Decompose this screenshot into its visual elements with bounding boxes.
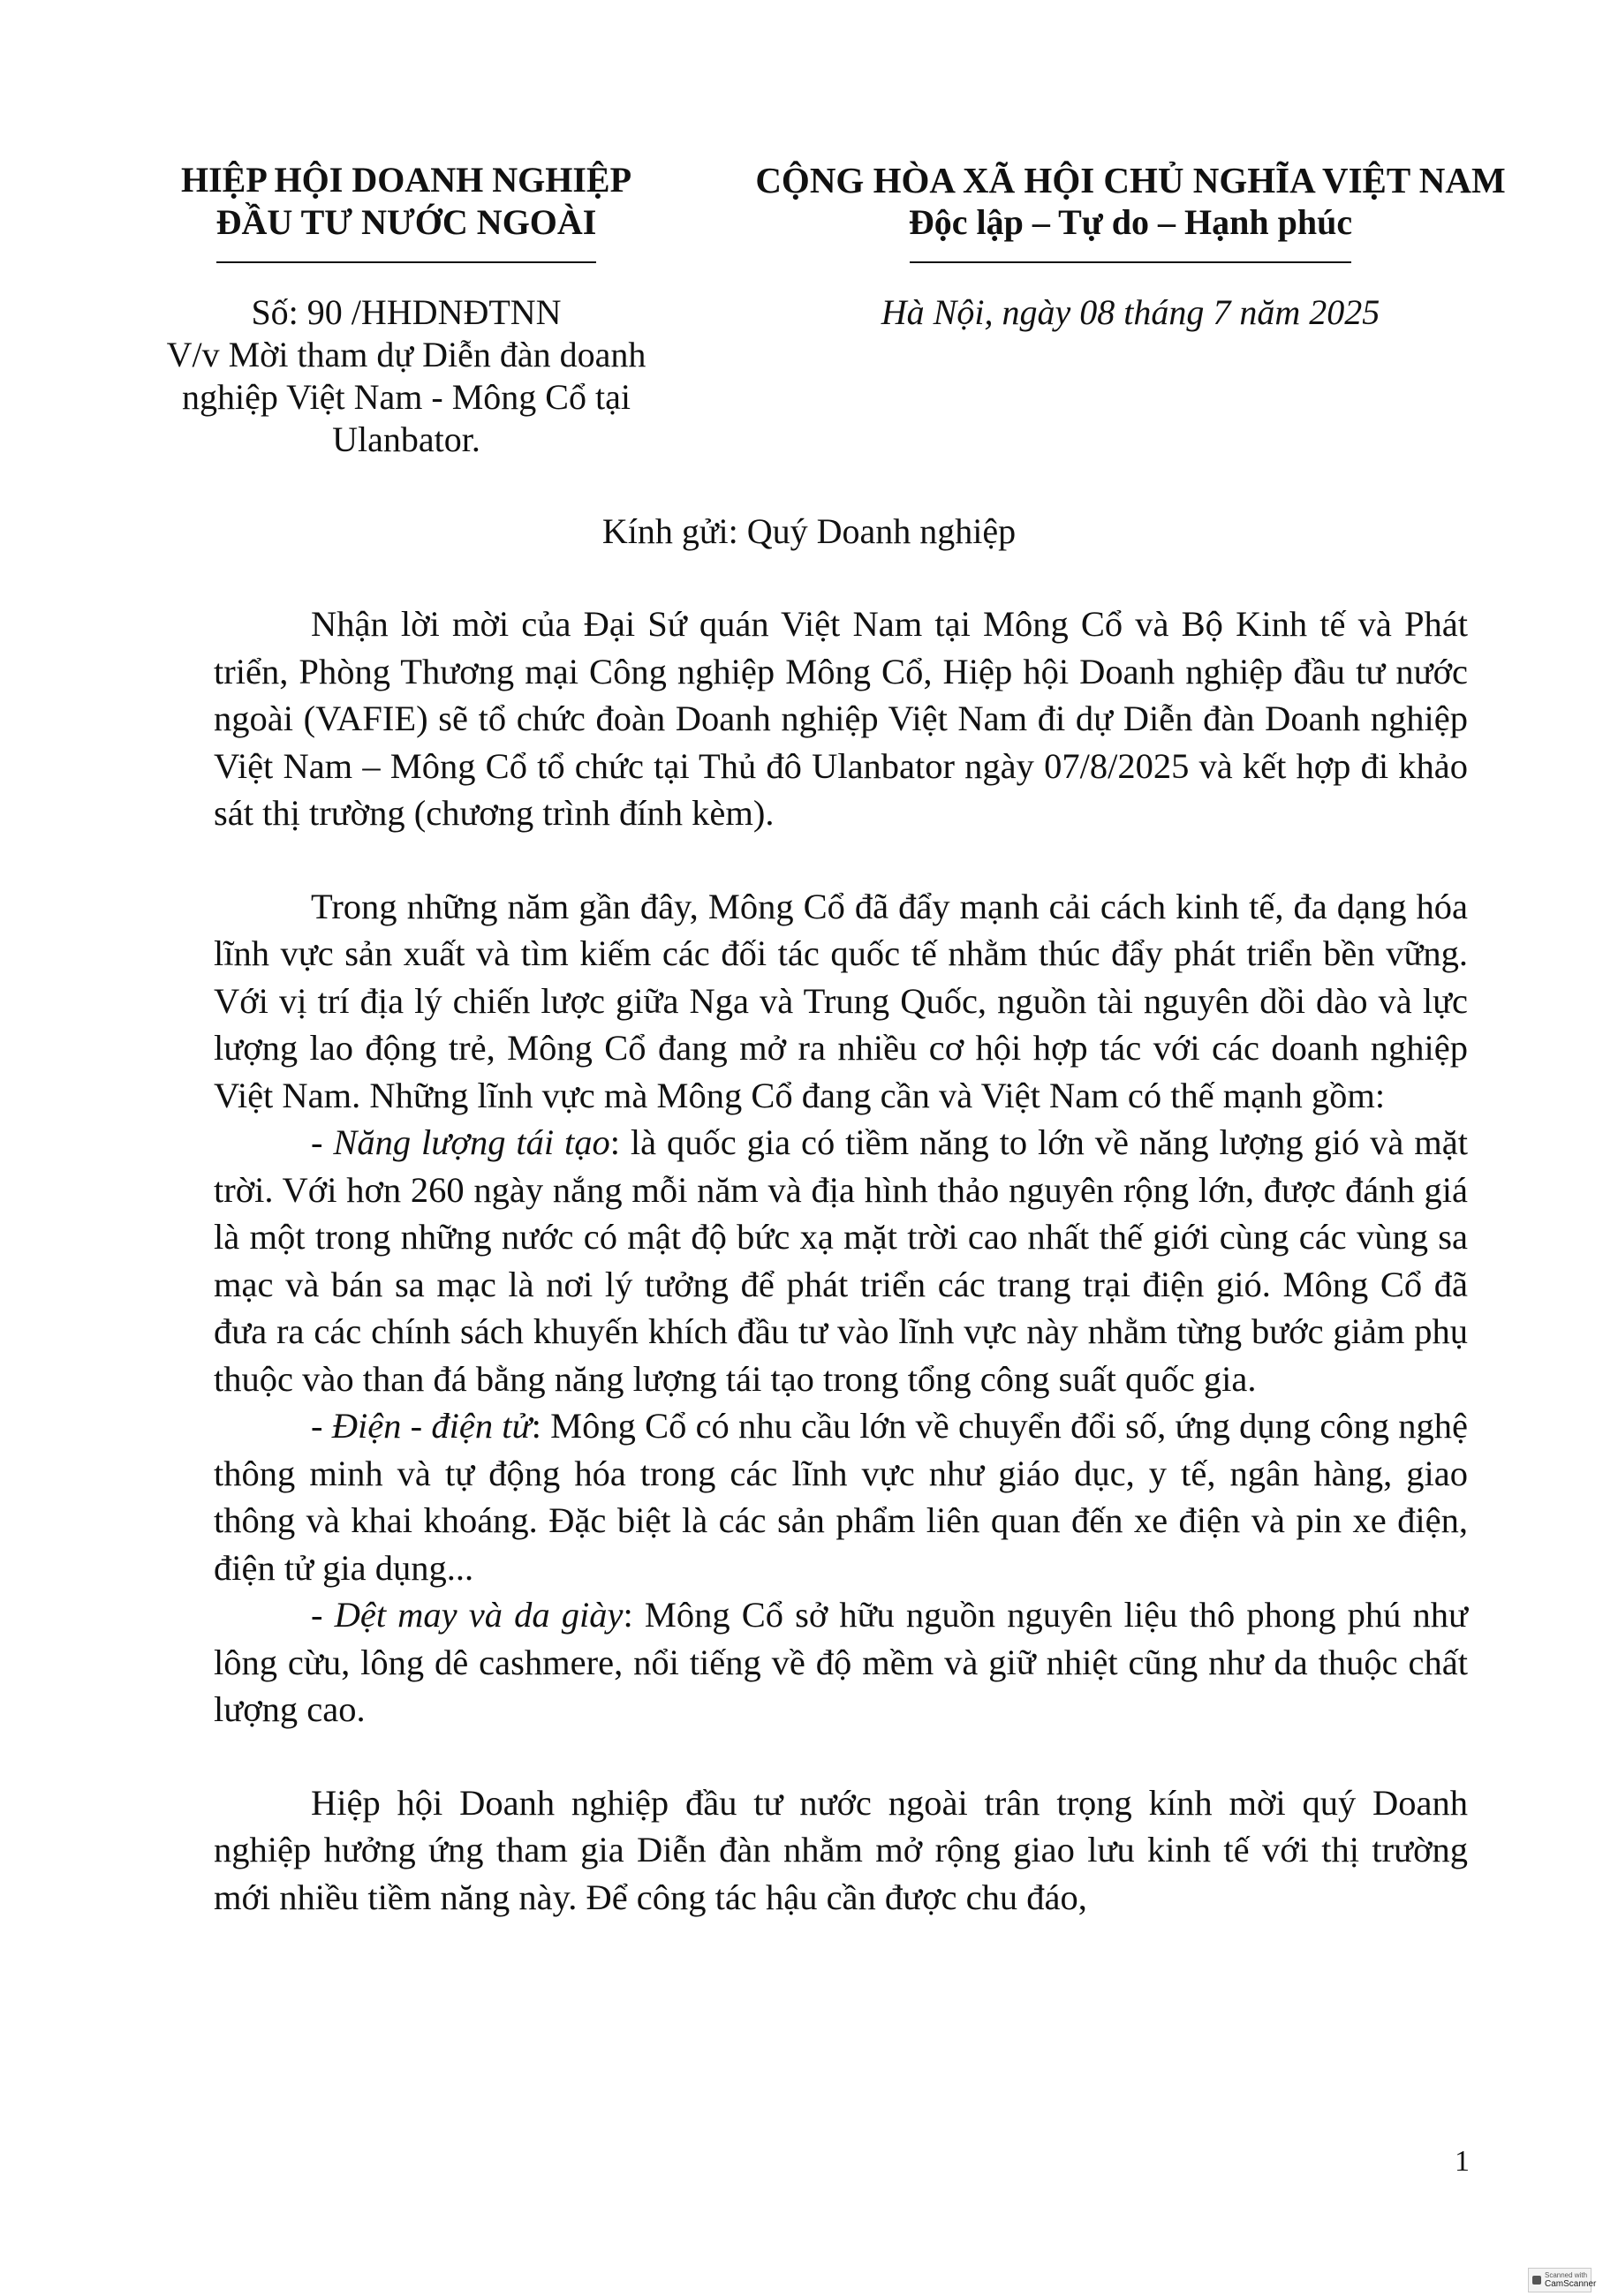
- sector-text: : là quốc gia có tiềm năng to lớn về năng lượng gió và mặt trời. Với hơn 260 ngày nắng mỗi năm và địa hình thảo nguyên rộng lớn, được đánh giá là một trong những nước có mật độ bức xạ mặt trời cao nhất thế giới cùng các vùng sa mạc và bán sa mạc là nơi lý tưởng để phát triển các trang trại điện gió. Mông Cổ đã đưa ra các chính sách khuyến khích đầu tư vào lĩnh vực này nhằm từng bước giảm phụ thuộc vào than đá bằng năng lượng tái tạo trong tổng công suất quốc gia.: [214, 1122, 1468, 1399]
- paragraph-invitation: Nhận lời mời của Đại Sứ quán Việt Nam tại Mông Cổ và Bộ Kinh tế và Phát triển, Phòng Thương mại Công nghiệp Mông Cổ, Hiệp hội Doanh nghiệp đầu tư nước ngoài (VAFIE) sẽ tổ chức đoàn Doanh nghiệp Việt Nam đi dự Diễn đàn Doanh nghiệp Việt Nam – Mông Cổ tổ chức tại Thủ đô Ulanbator ngày 07/8/2025 và kết hợp đi khảo sát thị trường (chương trình đính kèm).: [214, 604, 1468, 833]
- place-date: Hà Nội, ngày 08 tháng 7 năm 2025: [881, 292, 1380, 332]
- scanner-watermark: [1528, 2268, 1597, 2292]
- page-number: 1: [1455, 2145, 1470, 2178]
- document-info: [141, 291, 671, 461]
- recipient-line: Kính gửi: Quý Doanh nghiệp: [601, 511, 1017, 551]
- organization-name-line-2: ĐẦU TƯ NƯỚC NGOÀI: [215, 202, 597, 242]
- subject-line-2: nghiệp Việt Nam - Mông Cổ tại: [182, 377, 631, 417]
- subject-line-3: Ulanbator.: [332, 419, 480, 459]
- organization-name-line-1: HIỆP HỘI DOANH NGHIỆP: [180, 160, 632, 200]
- nation-title: CỘNG HÒA XÃ HỘI CHỦ NGHĨA VIỆT NAM: [755, 160, 1506, 200]
- organization-header: [141, 159, 671, 263]
- nation-motto: Độc lập – Tự do – Hạnh phúc: [908, 202, 1353, 242]
- paragraph-context: Trong những năm gần đây, Mông Cổ đã đẩy mạnh cải cách kinh tế, đa dạng hóa lĩnh vực sản xuất và tìm kiếm các đối tác quốc tế nhằm thúc đẩy phát triển bền vững. Với vị trí địa lý chiến lược giữa Nga và Trung Quốc, nguồn tài nguyên dồi dào và lực lượng lao động trẻ, Mông Cổ đang mở ra nhiều cơ hội hợp tác với các doanh nghiệp Việt Nam. Những lĩnh vực mà Mông Cổ đang cần và Việt Nam có thế mạnh gồm:: [214, 886, 1468, 1115]
- paragraph-closing: Hiệp hội Doanh nghiệp đầu tư nước ngoài trân trọng kính mời quý Doanh nghiệp hưởng ứng tham gia Diễn đàn nhằm mở rộng giao lưu kinh tế với thị trường mới nhiều tiềm năng này. Để công tác hậu cần được chu đáo,: [214, 1782, 1468, 1917]
- subject-line-1: V/v Mời tham dự Diễn đàn doanh: [166, 335, 646, 374]
- sector-title: - Năng lượng tái tạo: [311, 1122, 610, 1162]
- letter-body: [214, 600, 1468, 1921]
- camscanner-logo-icon: [1532, 2276, 1541, 2285]
- scanner-watermark-line-2: CamScanner: [1545, 2279, 1597, 2289]
- document-number: Số: 90 /HHDNĐTNN: [251, 292, 562, 332]
- sector-text: : Mông Cổ sở hữu nguồn nguyên liệu thô phong phú như lông cừu, lông dê cashmere, nổi tiếng về độ mềm và giữ nhiệt cũng như da thuộc chất lượng cao.: [214, 1595, 1468, 1729]
- sector-title: - Điện - điện tử: [311, 1406, 532, 1446]
- organization-underline: [216, 261, 596, 263]
- national-header: [733, 159, 1528, 263]
- sector-item-textiles: [214, 1591, 1468, 1733]
- motto-underline: [910, 261, 1351, 263]
- scanner-watermark-line-1: Scanned with: [1545, 2271, 1588, 2279]
- sector-item-renewable-energy: [214, 1119, 1468, 1402]
- paragraph-gap: [214, 1733, 1468, 1779]
- sector-title: - Dệt may và da giày: [311, 1595, 624, 1635]
- paragraph-gap: [214, 837, 1468, 883]
- sector-item-electronics: [214, 1402, 1468, 1591]
- sector-text: : Mông Cổ có nhu cầu lớn về chuyển đổi số, ứng dụng công nghệ thông minh và tự động hóa trong các lĩnh vực như giáo dục, y tế, ngân hàng, giao thông và khai khoáng. Đặc biệt là các sản phẩm liên quan đến xe điện và pin xe điện, điện tử gia dụng...: [214, 1406, 1468, 1588]
